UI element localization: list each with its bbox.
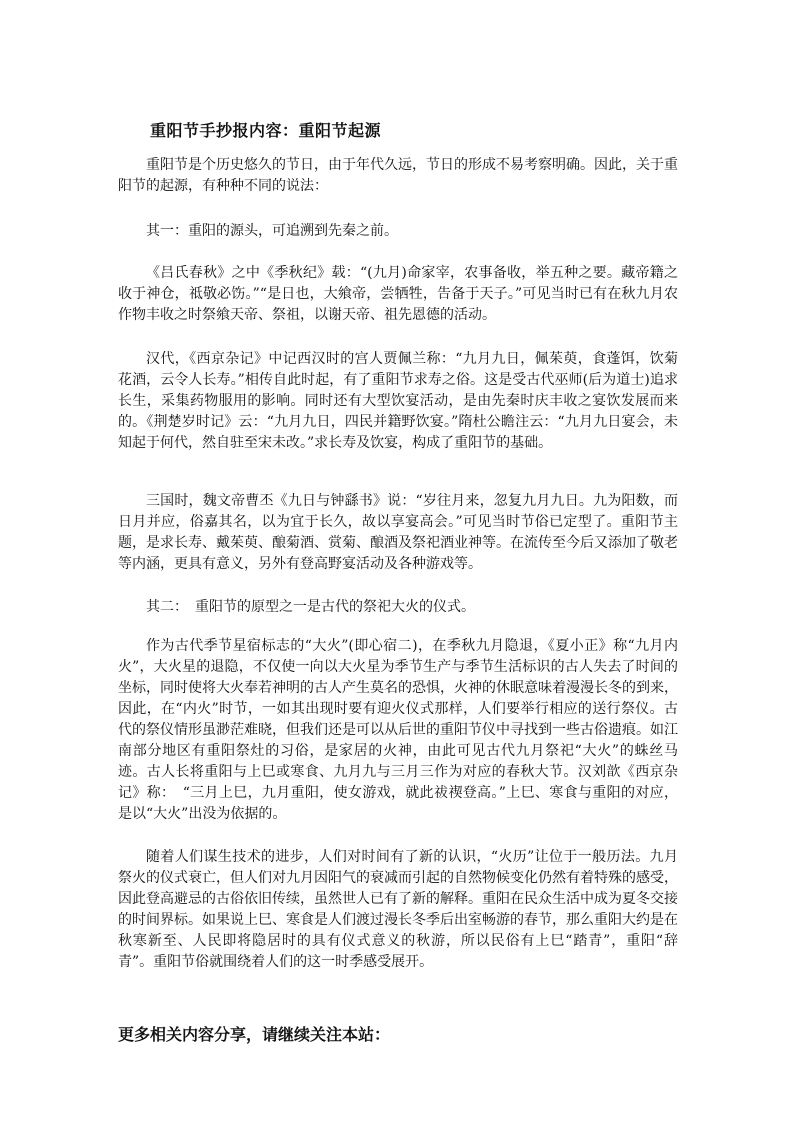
- footer-note: 更多相关内容分享，请继续关注本站：: [118, 1025, 391, 1044]
- paragraph-lushi-chunqiu: 《吕氏春秋》之中《季秋纪》载：“(九月)命家宰，农事备收，举五种之要。藏帝籍之收于神仓，祗敬必饬。”“是日也，大飨帝，尝牺牲，告备于天子。”可见当时已有在秋九月农作物丰收之时祭飨天帝、祭祖，以谢天帝、祖先恩德的活动。: [118, 265, 678, 323]
- paragraph-fire-calendar: 随着人们谋生技术的进步，人们对时间有了新的认识，“火历”让位于一般历法。九月祭火的仪式衰亡，但人们对九月因阳气的衰减而引起的自然物候变化仍然有着特殊的感受，因此登高避忌的古俗依旧传续，虽然世人已有了新的解释。重阳在民众生活中成为夏冬交接的时间界标。如果说上巳、寒食是人们渡过漫长冬季后出室畅游的春节，那么重阳大约是在秋寒新至、人民即将隐居时的具有仪式意义的秋游，所以民俗有上巳“踏青”，重阳“辞青”。重阳节俗就围绕着人们的这一时季感受展开。: [118, 849, 678, 970]
- paragraph-three-kingdoms: 三国时，魏文帝曹丕《九日与钟繇书》说：“岁往月来，忽复九月九日。九为阳数，而日月并应，俗嘉其名，以为宜于长久，故以享宴高会。”可见当时节俗已定型了。重阳节主题，是求长寿、戴茱萸、酿菊酒、赏菊、酿酒及祭祀酒业神等。在流传至今后又添加了敬老等内涵，更具有意义，另外有登高野宴活动及各种游戏等。: [118, 493, 678, 572]
- document-title: 重阳节手抄报内容：重阳节起源: [150, 121, 382, 140]
- paragraph-intro: 重阳节是个历史悠久的节日，由于年代久远，节日的形成不易考察明确。因此，关于重阳节的起源，有种种不同的说法：: [118, 157, 678, 194]
- paragraph-han-dynasty: 汉代，《西京杂记》中记西汉时的宫人贾佩兰称：“九月九日，佩茱萸，食蓬饵，饮菊花酒，云令人长寿。”相传自此时起，有了重阳节求寿之俗。这是受古代巫师(后为道士)追求长生，采集药物服用的影响。同时还有大型饮宴活动，是由先秦时庆丰收之宴饮发展而来的。《荆楚岁时记》云：“九月九日，四民并籍野饮宴。”隋杜公瞻注云：“九月九日宴会，未知起于何代，然自驻至宋未改。”求长寿及饮宴，构成了重阳节的基础。: [118, 351, 678, 451]
- paragraph-origin-one-heading: 其一：重阳的源头，可追溯到先秦之前。: [146, 223, 398, 239]
- paragraph-great-fire: 作为古代季节星宿标志的“大火”(即心宿二)，在季秋九月隐退，《夏小正》称“九月内火”，大火星的退隐，不仅使一向以大火星为季节生产与季节生活标识的古人失去了时间的坐标，同时使将大火奉若神明的古人产生莫名的恐惧，火神的休眠意味着漫漫长冬的到来，因此，在“内火”时节，一如其出现时要有迎火仪式那样，人们要举行相应的送行祭仪。古代的祭仪情形虽渺茫难晓，但我们还是可以从后世的重阳节仪中寻找到一些古俗遗痕。如江南部分地区有重阳祭灶的习俗，是家居的火神，由此可见古代九月祭祀“大火”的蛛丝马迹。古人长将重阳与上巳或寒食、九月九与三月三作为对应的春秋大节。汉刘歆《西京杂记》称： “三月上巳，九月重阳，使女游戏，就此祓禊登高。”上巳、寒食与重阳的对应，是以“大火”出没为依据的。: [118, 638, 678, 822]
- paragraph-origin-two-heading: 其二： 重阳节的原型之一是古代的祭祀大火的仪式。: [146, 599, 475, 615]
